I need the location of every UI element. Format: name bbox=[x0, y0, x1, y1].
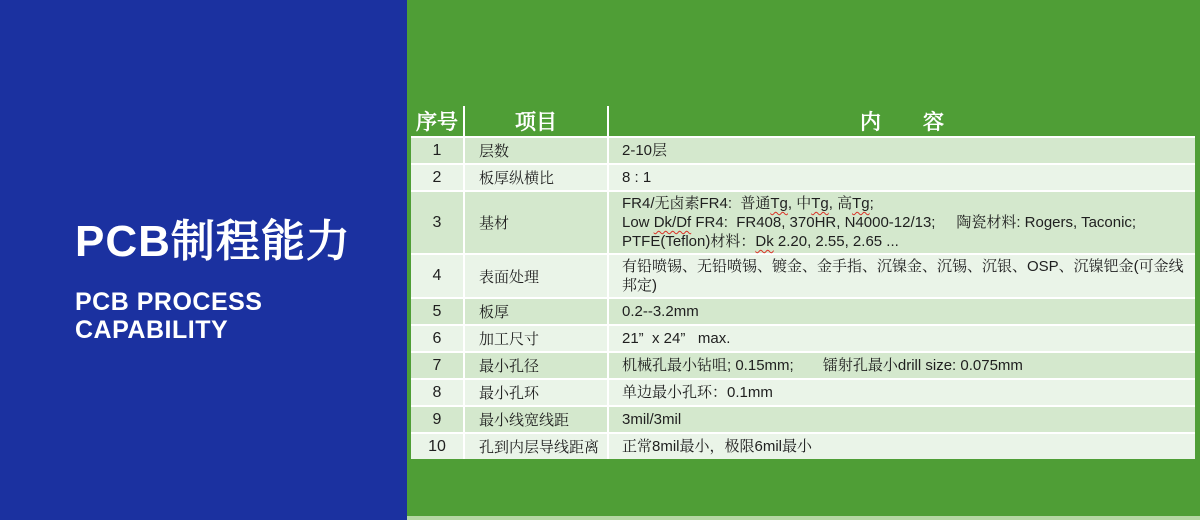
content-line: 2-10层 bbox=[622, 142, 668, 159]
row-index-cell: 4 bbox=[411, 255, 465, 297]
content-line: 单边最小孔环：0.1mm bbox=[622, 384, 773, 401]
table-row bbox=[411, 351, 1195, 378]
column-header-content: 内 容 bbox=[860, 111, 944, 134]
row-content-cell bbox=[609, 138, 1195, 163]
content-line: PTFE(Teflon)材料：Dk 2.20, 2.55, 2.65 ... bbox=[622, 233, 899, 250]
table-row bbox=[411, 297, 1195, 324]
row-item-cell: 表面处理 bbox=[465, 255, 609, 297]
row-content-cell bbox=[609, 255, 1195, 297]
spellcheck-word: Dk/Df bbox=[653, 214, 692, 231]
left-panel bbox=[0, 0, 407, 520]
row-content-cell bbox=[609, 380, 1195, 405]
table-body bbox=[411, 138, 1195, 459]
row-item-cell: 板厚 bbox=[465, 299, 609, 324]
page-subtitle bbox=[75, 288, 351, 344]
content-line: 机械孔最小钻咀; 0.15mm; 镭射孔最小drill size: 0.075mm bbox=[622, 357, 1023, 374]
row-item-cell: 最小孔径 bbox=[465, 353, 609, 378]
page-title: PCB制程能力 bbox=[75, 217, 351, 266]
row-index-cell: 2 bbox=[411, 165, 465, 190]
row-item-cell: 板厚纵横比 bbox=[465, 165, 609, 190]
row-content-cell bbox=[609, 407, 1195, 432]
spellcheck-word: Tg bbox=[852, 195, 870, 212]
table-row bbox=[411, 253, 1195, 297]
table-row bbox=[411, 138, 1195, 163]
column-header-index: 序号 bbox=[411, 106, 465, 136]
spellcheck-word: Tg bbox=[770, 195, 788, 212]
content-line: FR4/无卤素FR4: 普通Tg, 中Tg, 高Tg; bbox=[622, 195, 874, 212]
row-index-cell: 1 bbox=[411, 138, 465, 163]
spellcheck-word: Tg bbox=[811, 195, 829, 212]
row-item-cell: 最小线宽线距 bbox=[465, 407, 609, 432]
row-index-cell: 10 bbox=[411, 434, 465, 459]
spellcheck-word: Dk bbox=[755, 233, 774, 250]
content-line: 21” x 24” max. bbox=[622, 330, 731, 347]
row-index-cell: 8 bbox=[411, 380, 465, 405]
row-index-cell: 5 bbox=[411, 299, 465, 324]
row-content-cell bbox=[609, 326, 1195, 351]
right-panel bbox=[407, 0, 1200, 520]
capability-table bbox=[411, 106, 1195, 459]
row-index-cell: 7 bbox=[411, 353, 465, 378]
table-row bbox=[411, 378, 1195, 405]
bottom-accent-strip bbox=[407, 516, 1200, 520]
row-item-cell: 最小孔环 bbox=[465, 380, 609, 405]
title-block bbox=[75, 218, 351, 344]
row-index-cell: 3 bbox=[411, 192, 465, 253]
table-row bbox=[411, 324, 1195, 351]
column-header-item: 项目 bbox=[465, 106, 609, 136]
content-line: 有铅喷锡、无铅喷锡、镀金、金手指、沉镍金、沉锡、沉银、OSP、沉镍钯金(可金线邦定) bbox=[622, 258, 1184, 294]
table-row bbox=[411, 190, 1195, 253]
row-item-cell: 基材 bbox=[465, 192, 609, 253]
row-content-cell bbox=[609, 192, 1195, 253]
page-subtitle-line2: CAPABILITY bbox=[75, 316, 229, 344]
row-item-cell: 孔到内层导线距离 bbox=[465, 434, 609, 459]
table-row bbox=[411, 163, 1195, 190]
row-content-cell bbox=[609, 299, 1195, 324]
table-header-row bbox=[411, 106, 1195, 138]
row-content-cell bbox=[609, 434, 1195, 459]
table-row bbox=[411, 405, 1195, 432]
row-content-cell bbox=[609, 165, 1195, 190]
content-line: 3mil/3mil bbox=[622, 411, 682, 428]
content-line: 0.2--3.2mm bbox=[622, 303, 699, 320]
row-item-cell: 层数 bbox=[465, 138, 609, 163]
content-line: Low Dk/Df FR4: FR408, 370HR, N4000-12/13; 陶瓷材料: Rogers, Taconic; bbox=[622, 214, 1137, 231]
row-content-cell bbox=[609, 353, 1195, 378]
row-index-cell: 6 bbox=[411, 326, 465, 351]
content-line: 8 : 1 bbox=[622, 169, 652, 186]
content-line: 正常8mil最小，极限6mil最小 bbox=[622, 438, 813, 455]
row-index-cell: 9 bbox=[411, 407, 465, 432]
page-subtitle-line1: PCB PROCESS bbox=[75, 288, 263, 316]
table-row bbox=[411, 432, 1195, 459]
row-item-cell: 加工尺寸 bbox=[465, 326, 609, 351]
